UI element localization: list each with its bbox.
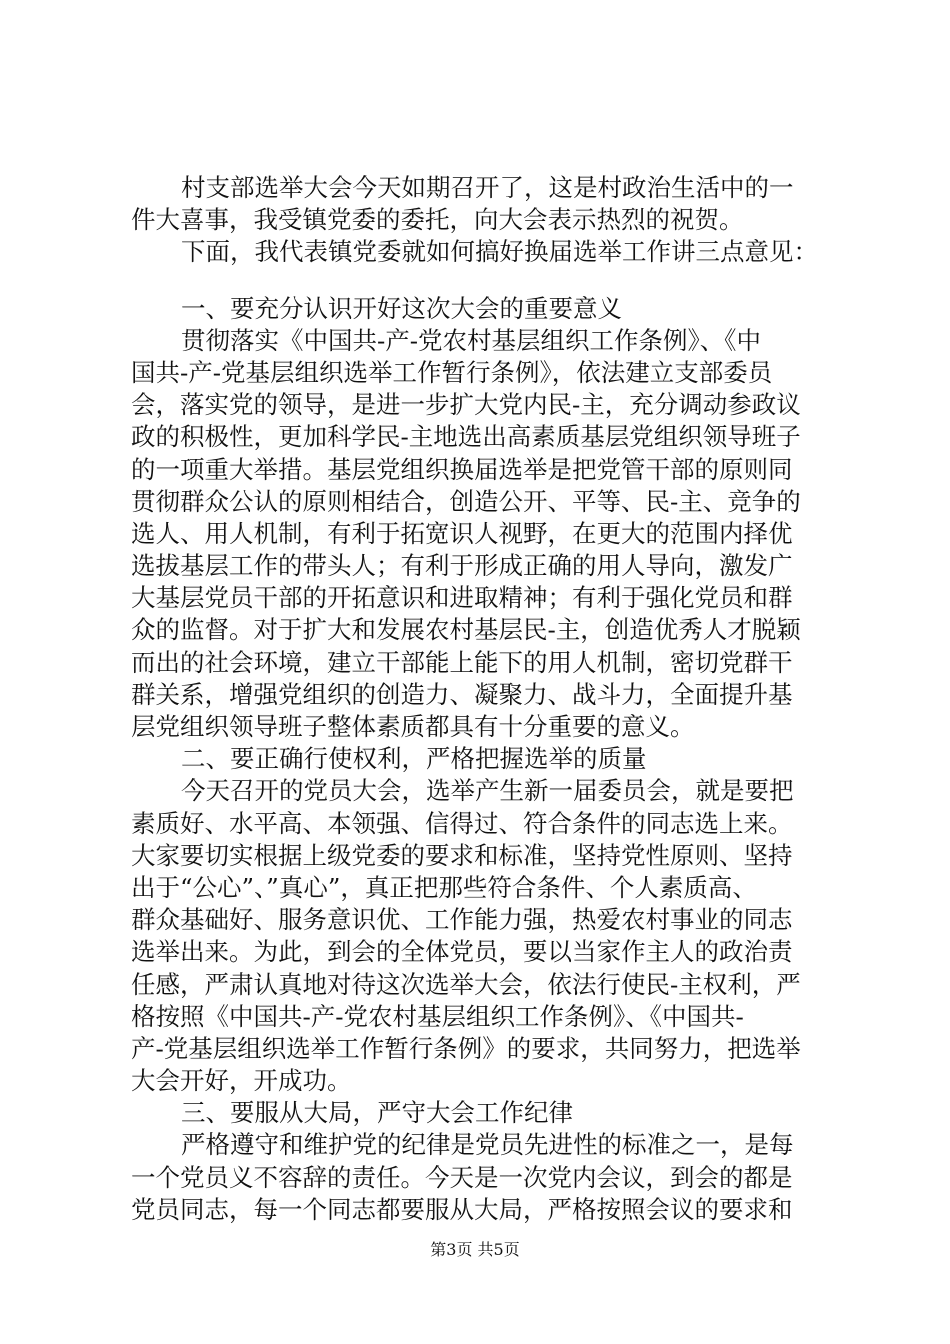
paragraph-line: 国共-产-党基层组织选举工作暂行条例》，依法建立支部委员 xyxy=(131,357,773,387)
paragraph-line: 素质好、水平高、本领强、信得过、符合条件的同志选上来。 xyxy=(131,808,793,838)
paragraph-line: 大基层党员干部的开拓意识和进取精神；有利于强化党员和群 xyxy=(131,583,793,613)
paragraph-line: 件大喜事，我受镇党委的委托，向大会表示热烈的祝贺。 xyxy=(131,205,744,235)
paragraph-line: 群关系，增强党组织的创造力、凝聚力、战斗力，全面提升基 xyxy=(131,679,793,709)
paragraph-gap xyxy=(131,269,835,293)
section-heading: 一、要充分认识开好这次大会的重要意义 xyxy=(181,293,622,323)
paragraph-line: 选人、用人机制，有利于拓宽识人视野，在更大的范围内择优 xyxy=(131,518,793,548)
paragraph-line: 严格遵守和维护党的纪律是党员先进性的标准之一，是每 xyxy=(181,1130,794,1160)
paragraph-line: 层党组织领导班子整体素质都具有十分重要的意义。 xyxy=(131,712,695,741)
section-heading: 三、要服从大局，严守大会工作纪律 xyxy=(181,1098,573,1128)
paragraph-line: 而出的社会环境，建立干部能上能下的用人机制，密切党群干 xyxy=(131,647,793,677)
paragraph-line: 出于“公心”、”真心”，真正把那些符合条件、个人素质高、 xyxy=(131,872,757,902)
section-heading: 二、要正确行使权利，严格把握选举的质量 xyxy=(181,744,647,774)
paragraph-line: 村支部选举大会今天如期召开了，这是村政治生活中的一 xyxy=(181,173,794,202)
paragraph-line: 格按照《中国共-产-党农村基层组织工作条例》、《中国共- xyxy=(131,1001,744,1031)
paragraph-line: 选举出来。为此，到会的全体党员，要以当家作主人的政治责 xyxy=(131,937,793,967)
page-number-footer: 第3页 共5页 xyxy=(430,1240,520,1259)
paragraph-line: 贯彻落实《中国共-产-党农村基层组织工作条例》、《中 xyxy=(181,325,762,355)
paragraph-line: 的一项重大举措。基层党组织换届选举是把党管干部的原则同 xyxy=(131,454,793,484)
paragraph-line: 群众基础好、服务意识优、工作能力强，热爱农村事业的同志 xyxy=(131,905,793,935)
paragraph-line: 政的积极性，更加科学民-主地选出高素质基层党组织领导班子 xyxy=(131,422,801,452)
paragraph-line: 贯彻群众公认的原则相结合，创造公开、平等、民-主、竞争的 xyxy=(131,486,801,516)
paragraph-line: 下面，我代表镇党委就如何搞好换届选举工作讲三点意见： xyxy=(181,237,818,267)
paragraph-line: 大家要切实根据上级党委的要求和标准，坚持党性原则、坚持 xyxy=(131,840,793,870)
paragraph-line: 一个党员义不容辞的责任。今天是一次党内会议，到会的都是 xyxy=(131,1162,793,1192)
paragraph-line: 选拔基层工作的带头人；有利于形成正确的用人导向，激发广 xyxy=(131,551,793,581)
paragraph-line: 产-党基层组织选举工作暂行条例》的要求，共同努力，把选举 xyxy=(131,1033,801,1063)
paragraph-line: 今天召开的党员大会，选举产生新一届委员会，就是要把 xyxy=(181,776,794,806)
paragraph-line: 众的监督。对于扩大和发展农村基层民-主，创造优秀人才脱颖 xyxy=(131,615,801,645)
paragraph-line: 会，落实党的领导，是进一步扩大党内民-主，充分调动参政议 xyxy=(131,390,801,420)
paragraph-line: 党员同志，每一个同志都要服从大局，严格按照会议的要求和 xyxy=(131,1194,793,1224)
document-body xyxy=(131,172,835,1226)
paragraph-line: 任感，严肃认真地对待这次选举大会，依法行使民-主权利，严 xyxy=(131,969,801,999)
paragraph-line: 大会开好，开成功。 xyxy=(131,1066,352,1096)
